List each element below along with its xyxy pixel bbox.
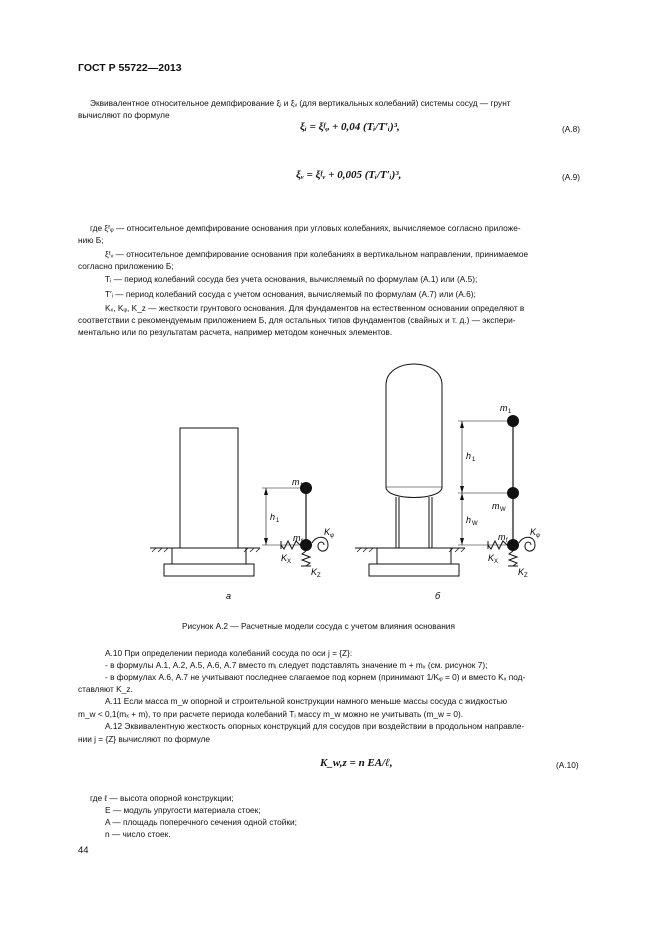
a12-line-1: нии j = {Z} вычисляют по формуле (78, 734, 211, 744)
a11-line-0: А.11 Если масса m_w опорной и строительной конструкции намного меньше массы сосуда с жидкостью (105, 696, 508, 706)
label-kphi-sub-b: φ (536, 533, 540, 539)
label-kx-sub-b: X (494, 559, 499, 565)
label-kphi-sub-a: φ (330, 533, 334, 539)
label-kphi-b: K (530, 527, 537, 537)
label-m1-sub-a: 1 (300, 483, 304, 489)
formula-a9: ξᵥ = ξᶠᵥ + 0,005 (Tᵢ/T′ᵢ)³, (296, 169, 402, 181)
formula-a10: K_w,z = n EA/ℓ, (320, 757, 393, 769)
label-kphi-a: K (324, 527, 331, 537)
mass-mf-b (507, 539, 519, 551)
foundation-block-b (377, 548, 451, 564)
label-m1-a: m (292, 477, 300, 487)
where-line-7: соответствии с рекомендуемым приложением Б, для остальных типов фундаментов (свайных и т. д.) — экспери- (78, 315, 516, 325)
a10-line-0: А.10 При определении периода колебаний сосуда по оси j = {Z}: (105, 648, 353, 658)
where-line-0: где ξᶠᵩ — относительное демпфирование основания при угловых колебаниях, вычисляемое согласно приложе- (90, 223, 521, 233)
where-line-1: нию Б; (78, 235, 104, 245)
label-h1-a: h (270, 512, 276, 522)
label-kz-sub-b: Z (524, 573, 528, 579)
vessel-body-a (180, 428, 238, 548)
label-kx-sub-a: X (287, 559, 292, 565)
mass-mw-b (507, 487, 519, 499)
label-h1-b: h (466, 451, 472, 461)
where-line-8: ментально или по результатам расчета, например методом конечных элементов. (78, 327, 393, 337)
def-line-3: n — число стоек. (105, 829, 171, 839)
label-kx-a: K (281, 553, 288, 563)
label-kx-b: K (488, 553, 495, 563)
label-mw-b: m (492, 501, 500, 511)
figure-caption: Рисунок А.2 — Расчетные модели сосуда с учетом влияния основания (182, 621, 455, 631)
label-m1-b: m (500, 403, 508, 413)
a10-line-2: - в формулах А.6, А.7 не учитывают последнее слагаемое под корнем (принимают 1/Kᵩ = 0) и вместо Kₓ под- (105, 672, 526, 682)
document-header: ГОСТ Р 55722—2013 (78, 62, 182, 74)
where-line-2: ξᶠᵥ — относительное демпфирование основания при колебаниях в вертикальном направлении, принимаемое (105, 249, 529, 259)
def-line-1: E — модуль упругости материала стоек; (105, 805, 261, 815)
label-b: б (435, 591, 441, 601)
label-a: а (226, 591, 232, 601)
label-h1-sub-a: 1 (276, 518, 280, 524)
ground-hatch-b (357, 548, 465, 552)
label-mf-b: m (498, 532, 506, 542)
a11-line-1: m_w < 0,1(mₓ + m), то при расчете периода колебаний Tᵢ массу m_w можно не учитывать (m_w = 0). (78, 709, 464, 719)
foundation-slab-a (164, 564, 254, 576)
label-mf-sub-b: f (506, 538, 508, 544)
foundation-slab-b (369, 564, 459, 576)
figure-vessel-models (0, 355, 661, 615)
label-mf-sub-a: f (301, 539, 303, 545)
a12-line-0: А.12 Эквивалентную жесткость опорных конструкций для сосудов при воздействии в продольном направле- (105, 721, 525, 731)
label-kz-a: K (311, 567, 318, 577)
label-hw-sub-b: W (472, 521, 478, 527)
ground-hatch-a (152, 548, 260, 552)
label-h1-sub-b: 1 (472, 457, 476, 463)
where-line-4: Tᵢ — период колебаний сосуда без учета основания, вычисляемый по формулам (А.1) или (А.5); (105, 274, 478, 284)
formula-a10-number: (А.10) (556, 760, 579, 770)
a10-line-3: ставляют K_z. (78, 684, 133, 694)
def-line-0: где ℓ — высота опорной конструкции; (90, 793, 234, 803)
formula-a8-number: (А.8) (562, 124, 580, 134)
label-mw-sub-b: W (500, 507, 506, 513)
formula-a8: ξᵢ = ξᶠᵩ + 0,04 (Tᵢ/T′ᵢ)³, (300, 121, 400, 133)
where-line-6: Kₓ, Kᵩ, K_z — жесткости грунтового основания. Для фундаментов на естественном основании определяют в (105, 303, 525, 313)
foundation-block-a (172, 548, 246, 564)
where-line-3: согласно приложению Б; (78, 261, 174, 271)
def-line-2: A — площадь поперечного сечения одной стойки; (105, 817, 297, 827)
label-m1-sub-b: 1 (508, 409, 512, 415)
where-line-5: T′ᵢ — период колебаний сосуда с учетом основания, вычисляемый по формулам (А.7) или (А.6); (105, 289, 476, 299)
label-hw-b: h (466, 515, 472, 525)
formula-a9-number: (А.9) (562, 172, 580, 182)
vessel-body-b (386, 364, 442, 498)
intro-line-2: вычисляют по формуле (78, 110, 170, 120)
intro-line-1: Эквивалентное относительное демпфирование ξᵢ и ξᵥ (для вертикальных колебаний) системы сосуд — грунт (90, 98, 511, 108)
label-kz-b: K (518, 567, 525, 577)
mass-m1-b (507, 415, 519, 427)
a10-line-1: - в формулы А.1, А.2, А.5, А.6, А.7 вместо mᵢ следует подставлять значение m + mₓ (см. рисунок 7); (105, 660, 488, 670)
label-mf-a: m (293, 533, 301, 543)
page-number: 44 (78, 845, 89, 856)
label-kz-sub-a: Z (317, 573, 321, 579)
